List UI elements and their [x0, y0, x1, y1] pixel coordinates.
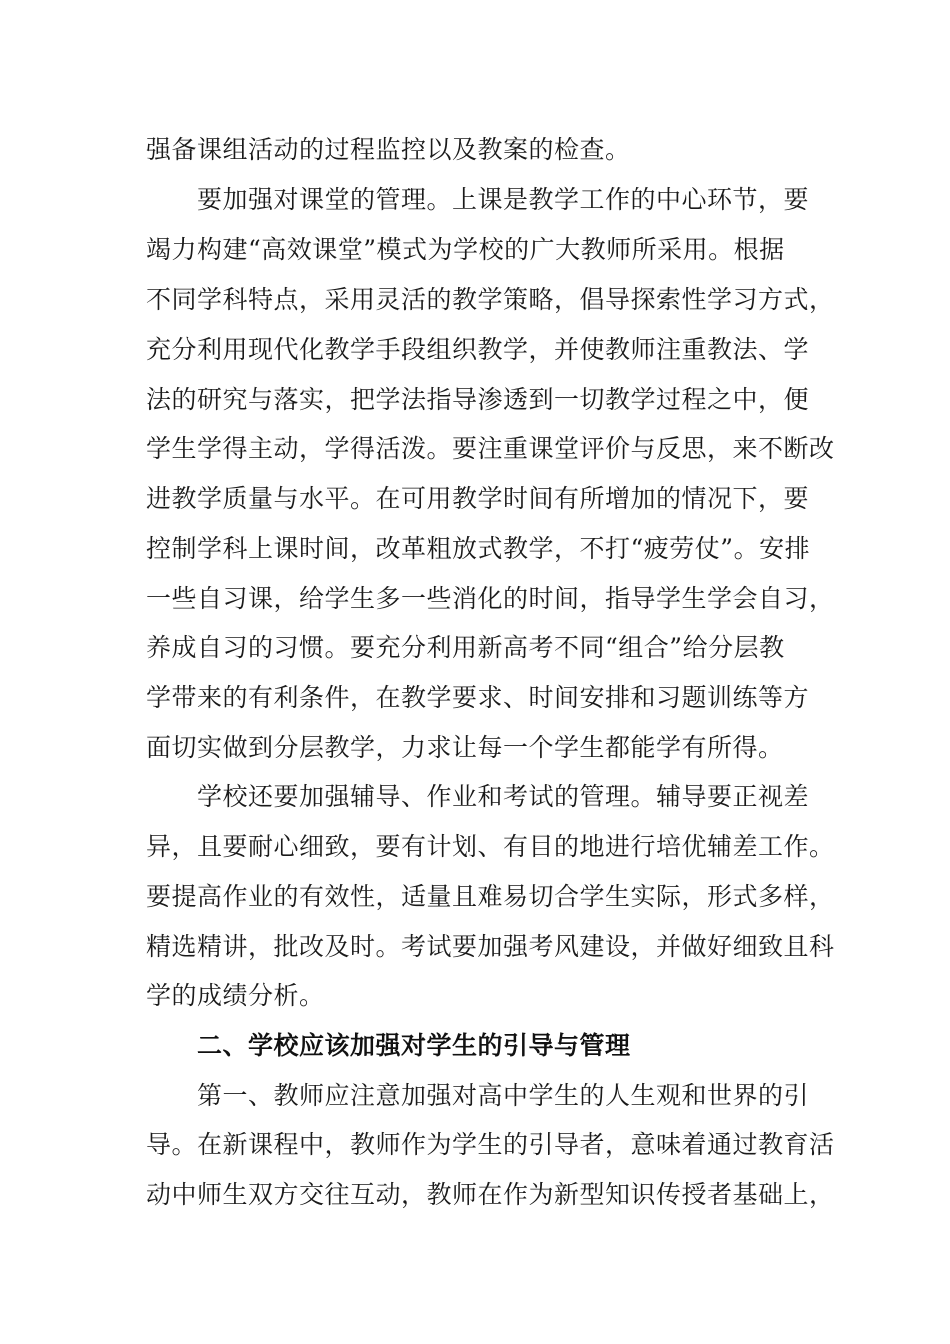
text-line: 学的成绩分析。 [146, 981, 325, 1010]
text-line: 精选精讲，批改及时。考试要加强考风建设，并做好细致且科 [146, 932, 835, 961]
paragraph-start-line: 要加强对课堂的管理。上课是教学工作的中心环节，要 [197, 185, 810, 214]
text-line: 养成自习的习惯。要充分利用新高考不同“组合”给分层教 [146, 633, 785, 662]
text-line: 控制学科上课时间，改革粗放式教学，不打“疲劳仗”。安排 [146, 534, 811, 563]
text-line: 一些自习课，给学生多一些消化的时间，指导学生学会自习， [146, 584, 835, 613]
text-line: 学生学得主动，学得活泼。要注重课堂评价与反思，来不断改 [146, 434, 835, 463]
text-line: 动中师生双方交往互动，教师在作为新型知识传授者基础上， [146, 1180, 835, 1209]
text-line: 异，且要耐心细致，要有计划、有目的地进行培优辅差工作。 [146, 832, 835, 861]
text-line: 导。在新课程中，教师作为学生的引导者，意味着通过教育活 [146, 1130, 835, 1159]
text-line: 学带来的有利条件，在教学要求、时间安排和习题训练等方 [146, 683, 810, 712]
text-line: 竭力构建“高效课堂”模式为学校的广大教师所采用。根据 [146, 235, 785, 264]
text-line: 要提高作业的有效性，适量且难易切合学生实际，形式多样， [146, 882, 835, 911]
text-line: 强备课组活动的过程监控以及教案的检查。 [146, 135, 631, 164]
text-line: 法的研究与落实，把学法指导渗透到一切教学过程之中，便 [146, 385, 810, 414]
text-line: 充分利用现代化教学手段组织教学，并使教师注重教法、学 [146, 335, 810, 364]
text-line: 进教学质量与水平。在可用教学时间有所增加的情况下，要 [146, 484, 810, 513]
paragraph-start-line: 第一、教师应注意加强对高中学生的人生观和世界的引 [197, 1081, 810, 1110]
paragraph-start-line: 学校还要加强辅导、作业和考试的管理。辅导要正视差 [197, 782, 810, 811]
text-line: 不同学科特点，采用灵活的教学策略，倡导探索性学习方式， [146, 285, 835, 314]
section-heading: 二、学校应该加强对学生的引导与管理 [197, 1031, 631, 1060]
text-line: 面切实做到分层教学，力求让每一个学生都能学有所得。 [146, 733, 784, 762]
